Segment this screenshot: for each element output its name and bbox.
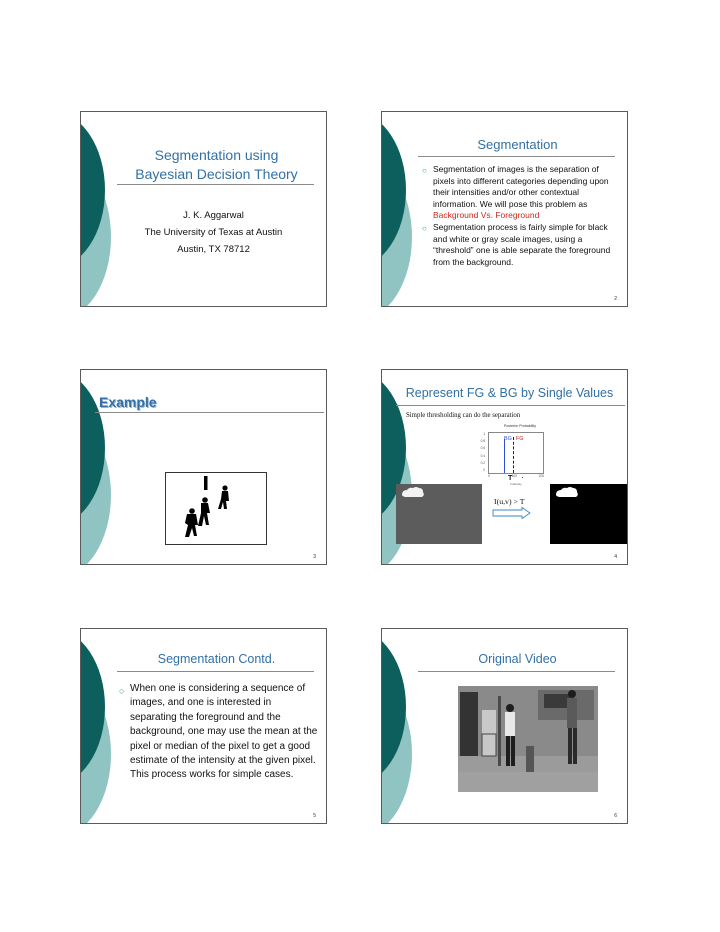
posterior-histogram [478, 424, 550, 486]
bullet-sequence-segmentation [119, 682, 318, 783]
page-number: 6 [614, 813, 617, 819]
title-line-1: Segmentation using [154, 147, 279, 163]
person-silhouette [185, 508, 198, 537]
bullet-text: When one is considering a sequence of images, and one is interested in separating the foreground and the background, one may use the mean at the pixel or median of the pixel to get a good estimate of the intensity at the given pixel. This process works for simple cases. [130, 683, 318, 781]
slide-4 [381, 369, 628, 565]
slide-6 [381, 628, 628, 824]
y-tick: 0 [483, 467, 485, 472]
hist-plot-area [488, 432, 544, 474]
bullet-text: Segmentation of images is the separation of pixels into different categories depending upon their intensities and/or other contextual information. We will pose this problem as [433, 164, 609, 209]
bullet-marker-icon: ○ [119, 686, 125, 696]
input-gray-image [396, 484, 482, 544]
person-silhouette [198, 497, 210, 526]
person-in-video [505, 704, 515, 766]
bg-peak-bar [504, 439, 505, 473]
output-binary-image [550, 484, 628, 544]
slide-title: Segmentation [477, 137, 558, 152]
page-number: 4 [614, 554, 617, 560]
caption: Simple thresholding can do the separation [406, 412, 521, 419]
title-line-2: Bayesian Decision Theory [135, 166, 298, 182]
slide-title: Segmentation Contd. [157, 652, 276, 666]
bullet-marker-icon: ○ [422, 166, 427, 175]
bullet-text: Segmentation process is fairly simple for black and white or gray scale images, using a “threshold” one is able separate the foreground from the background. [433, 222, 611, 267]
video-frame-image [458, 686, 598, 792]
hist-title: Posterior Probability [503, 424, 537, 428]
title-rule [117, 671, 314, 672]
title-rule [418, 156, 615, 157]
person-in-video [567, 690, 577, 764]
page-number: 2 [614, 296, 617, 302]
slide-3 [80, 369, 327, 565]
slide-title [117, 146, 316, 184]
author-address: Austin, TX 78712 [177, 244, 250, 255]
cloud-icon [396, 484, 482, 544]
page-number: 3 [313, 554, 316, 560]
hist-xlabel: Intensity [510, 482, 522, 486]
y-tick: 0.6 [480, 446, 485, 451]
y-tick: 0.4 [480, 453, 485, 458]
author-name: J. K. Aggarwal [183, 210, 244, 221]
slide-title: Represent FG & BG by Single Values [405, 386, 614, 400]
threshold-line [513, 437, 514, 473]
slide-2 [381, 111, 628, 307]
silhouettes-image [166, 473, 266, 544]
slide-title: Example [99, 394, 157, 410]
title-rule [95, 412, 324, 413]
cloud-icon [550, 484, 628, 544]
x-tick: 100 [511, 474, 517, 478]
person-silhouette [218, 485, 229, 509]
bg-label: BG [504, 436, 512, 442]
y-tick: 0.8 [480, 439, 485, 444]
bullet-highlight: Background Vs. Foreground [433, 210, 540, 221]
page-number: 5 [313, 813, 316, 819]
x-tick: 200 [538, 474, 544, 478]
y-tick: 0.2 [480, 460, 485, 465]
title-rule [396, 405, 625, 406]
slide-title: Original Video [478, 652, 557, 666]
bullet-threshold [422, 222, 621, 268]
slide-decoration [382, 112, 422, 306]
title-rule [418, 671, 615, 672]
video-scene [458, 686, 598, 792]
x-tick: 0 [488, 474, 490, 478]
bullet-segmentation-definition [422, 164, 621, 222]
example-image [165, 472, 267, 545]
slide-1 [80, 111, 327, 307]
hist-y-ticks [478, 432, 485, 472]
hist-x-ticks [488, 474, 544, 478]
author-block [111, 209, 316, 256]
threshold-marker: T [508, 475, 513, 482]
y-tick: 1 [483, 432, 485, 436]
fg-label: FG [516, 436, 524, 442]
bullet-marker-icon: ○ [422, 224, 427, 233]
slide-decoration [81, 629, 121, 823]
author-affiliation: The University of Texas at Austin [144, 227, 283, 238]
title-rule [117, 184, 314, 185]
slide-decoration [382, 629, 422, 823]
right-arrow-icon [492, 507, 532, 519]
slide-5 [80, 628, 327, 824]
threshold-expression: I(u,v) > T [494, 497, 525, 506]
